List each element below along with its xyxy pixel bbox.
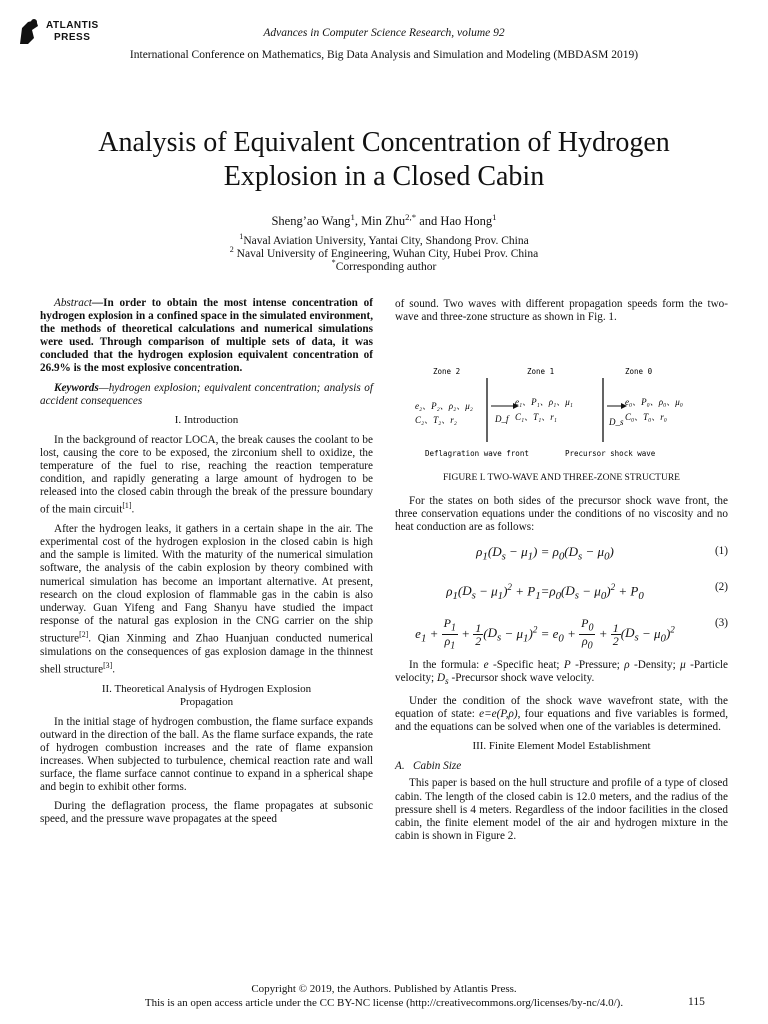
deflagration-front-label: Deflagration wave front: [425, 449, 529, 459]
subsection-label: A.: [395, 760, 405, 773]
author-separator: and: [416, 214, 441, 229]
author-affil-mark: 2,*: [405, 212, 417, 222]
paper-title: [40, 126, 728, 194]
paragraph: For the states on both sides of the precursor shock wave front, the three conservation equations under the conditions of no viscosity and no heat conduction are as follows:: [395, 495, 728, 534]
zone0-vars-row2: C₀、T₀、r₀: [625, 412, 667, 423]
author-list: [0, 212, 768, 229]
paragraph-end: .: [112, 663, 116, 676]
paragraph: In the formula: e -Specific heat; P -Pressure; ρ -Density; μ -Particle velocity; $D_s$ -Precursor shock wave velocity.: [395, 658, 728, 687]
author-name: Min Zhu: [361, 214, 406, 229]
title-line-2: Explosion in a Closed Cabin: [223, 161, 545, 192]
symbol: e: [483, 658, 489, 671]
author-affil-mark: 1: [350, 212, 355, 222]
corresponding-note: [0, 258, 768, 273]
citation: [3]: [103, 660, 113, 670]
section-heading-2: [40, 683, 373, 709]
paragraph-text: , four equations and five variables is formed, and the equations can be solved when one of the variables is determined.: [395, 708, 728, 734]
zone2-vars-row2: C₂、T₂、r₂: [415, 415, 457, 426]
section-heading-line: II. Theoretical Analysis of Hydrogen Explosion: [101, 682, 312, 695]
equation-of-state: e=e(P,ρ): [479, 708, 518, 721]
zone1-vars-row2: C₁、T₁、r₁: [515, 412, 557, 423]
paragraph: [40, 523, 373, 677]
symbol: ρ: [624, 658, 630, 671]
title-line-1: Analysis of Equivalent Concentration of Hydrogen: [98, 127, 670, 158]
citation: [2]: [79, 629, 89, 639]
conference-name: International Conference on Mathematics, Big Data Analysis and Simulation and Modeling (MBDASM 2019): [129, 49, 639, 61]
equation-number: (2): [714, 580, 728, 593]
equation-number: (3): [714, 616, 728, 629]
paragraph-text: Under the condition of the shock wave wavefront state, with the equation of state:: [395, 694, 728, 721]
abstract: [40, 297, 373, 376]
ds-label: D_s: [609, 417, 624, 428]
figure-diagram: [395, 330, 728, 459]
zone0-label: Zone 0: [625, 367, 653, 377]
keywords: [40, 382, 373, 408]
equation-body: $\rho_1(D_s - \mu_1) = \rho_0(D_s - \mu_0)$: [476, 543, 614, 563]
symbol: P: [563, 658, 571, 671]
publisher-name-line1: ATLANTIS: [46, 20, 99, 31]
paragraph: This paper is based on the hull structure and profile of a type of closed cabin. The length of the closed cabin is 12.0 meters, and the radius of the pressure shell is 4 meters. Regardless of the indoor facilities in the closed cabin, the finite element model of the air and hydrogen mixture in the cabin is shown in Figure 2.: [395, 777, 728, 842]
symbol-desc: -Precursor shock wave velocity.: [448, 671, 595, 684]
precursor-shock-label: Precursor shock wave: [565, 449, 656, 459]
zone2-label: Zone 2: [433, 367, 461, 377]
section-heading-3: III. Finite Element Model Establishment: [472, 740, 651, 753]
abstract-dash: —: [91, 297, 104, 309]
equation-1: [395, 541, 728, 569]
fraction: $\frac{P_1}{\rho_1}$: [443, 615, 456, 652]
author-separator: ,: [354, 214, 362, 229]
equation-3: [395, 613, 728, 651]
section-heading-line: Propagation: [179, 695, 234, 708]
paragraph-text: In the formula:: [409, 658, 484, 671]
paragraph: [40, 434, 373, 517]
affil-text: Naval University of Engineering, Wuhan City, Hubei Prov. China: [233, 247, 539, 260]
paragraph: of sound. Two waves with different propagation speeds form the two-wave and three-zone structure as shown in Fig. 1.: [395, 298, 728, 324]
figure-two-wave-three-zone: [395, 330, 728, 459]
section-heading-1: I. Introduction: [174, 413, 239, 426]
paragraph: [395, 695, 728, 734]
figure-caption: FIGURE I. TWO-WAVE AND THREE-ZONE STRUCTURE: [443, 473, 680, 484]
left-column: [40, 297, 373, 833]
symbol: μ: [680, 658, 686, 671]
affil-mark: 1: [239, 232, 244, 241]
symbol-desc: -Specific heat;: [488, 658, 564, 671]
page-number: 115: [688, 996, 705, 1008]
affil-text: Naval Aviation University, Yantai City, Shandong Prov. China: [243, 234, 529, 247]
zone0-vars-row1: e₀、P₀、ρ₀、μ₀: [625, 397, 683, 408]
author-affil-mark: 1: [492, 212, 497, 222]
equation-number: (1): [714, 544, 728, 557]
right-column: [395, 298, 728, 849]
author-name: Sheng’ao Wang: [271, 214, 351, 229]
symbol-desc: -Pressure;: [570, 658, 625, 671]
keywords-label: Keywords: [54, 381, 99, 394]
symbol-desc: -Particle velocity;: [395, 658, 728, 684]
affil-mark: 2: [229, 245, 234, 254]
df-label: D_f: [495, 414, 509, 425]
publisher-name-line2: PRESS: [54, 32, 91, 43]
affil-text: Corresponding author: [335, 260, 437, 273]
paragraph: During the deflagration process, the flame propagates at subsonic speed, and the pressure wave propagates at the speed: [40, 800, 373, 826]
keywords-text: —hydrogen explosion; equivalent concentration; analysis of accident consequences: [40, 381, 373, 407]
abstract-text: In order to obtain the most intense concentration of hydrogen explosion in a confined space in the simulated environment, the methods of theoretical calculations and numerical simulations were used. Through comparison of multiple sets of data, it was concluded that the hydrogen explosion equivalent concentration of 26.9% is the most explosive concentration.: [40, 297, 373, 375]
fraction: $\frac{P_0}{\rho_0}$: [581, 615, 594, 652]
paragraph-text: In the background of reactor LOCA, the break causes the coolant to be lost, causing the core to be exposed, the zirconium shell to oxidize, the temperature of the fuel to rise, reaching the reaction temperature condition, and rapidly generating a large amount of hydrogen to be released into the closed cabin through the break of the pressure boundary of the main circuit: [40, 433, 373, 517]
paragraph-text: After the hydrogen leaks, it gathers in a certain shape in the air. The experimental cost of the hydrogen explosion in the closed cabin is high and the sample is limited. With the maturity of the numerical simulation software, the analysis of the cabin explosion by theory combined with numerical simulation has become an important alternative. At present, research on the cloud explosion of flammable gas in the cabin is also underway. Guan Yifeng and Fang Shanyu have studied the impact response of the natural gas explosion in the CNG carrier on the ship structure: [40, 523, 373, 645]
symbol: D: [436, 671, 446, 684]
copyright-notice: Copyright © 2019, the Authors. Published by Atlantis Press.: [251, 983, 517, 995]
paragraph-text: . Qian Xinming and Zhao Huanjuan conducted numerical simulations on the consequences of gas explosion damage in the thinnest shell structure: [40, 632, 373, 676]
fraction: $\frac{1}{2}$: [475, 620, 482, 648]
paragraph-end: .: [131, 504, 135, 517]
citation: [1]: [122, 501, 132, 511]
abstract-label: Abstract: [54, 297, 92, 309]
equation-2: [395, 577, 728, 605]
paragraph: In the initial stage of hydrogen combustion, the flame surface expands outward in the direction of the ball. As the flame surface expands, the rate of hydrogen combustion increases and the rate of flame expansion increases. When subjected to turbulence, chemical reaction rate and wall surface, the flame surface cannot continue to expand in a spherical shape and begin to exhibit other forms.: [40, 715, 373, 794]
journal-name: Advances in Computer Science Research, volume 92: [263, 27, 505, 39]
equation-body: $e_1$ + $\frac{P_1}{\rho_1}$ + $\frac{1}{2}$ $(D_s - \mu_1)^2 = e_0$ + $\frac{P_0}{\rho_0}$ + $\frac{1}{2}$ $(D_s - \mu_0)^2$: [415, 615, 675, 652]
author-name: Hao Hong: [440, 214, 493, 229]
license-notice: This is an open access article under the CC BY-NC license (http://creativecommons.org/licenses/by-nc/4.0/).: [144, 997, 624, 1009]
zone2-vars-row1: e₂、P₂、ρ₂、μ₂: [415, 401, 473, 412]
zone1-vars-row1: e₁、P₁、ρ₁、μ₁: [515, 397, 573, 408]
equation-body: $\rho_1(D_s - \mu_1)^2 + P_1=\rho_0(D_s - \mu_0)^2 + P_0$: [446, 581, 644, 602]
fraction: $\frac{1}{2}$: [612, 620, 619, 648]
affil-mark: *: [331, 258, 336, 267]
symbol-desc: -Density;: [629, 658, 681, 671]
subsection-title: Cabin Size: [413, 760, 462, 773]
subsection-heading-a: [395, 760, 728, 773]
zone1-label: Zone 1: [527, 367, 555, 377]
